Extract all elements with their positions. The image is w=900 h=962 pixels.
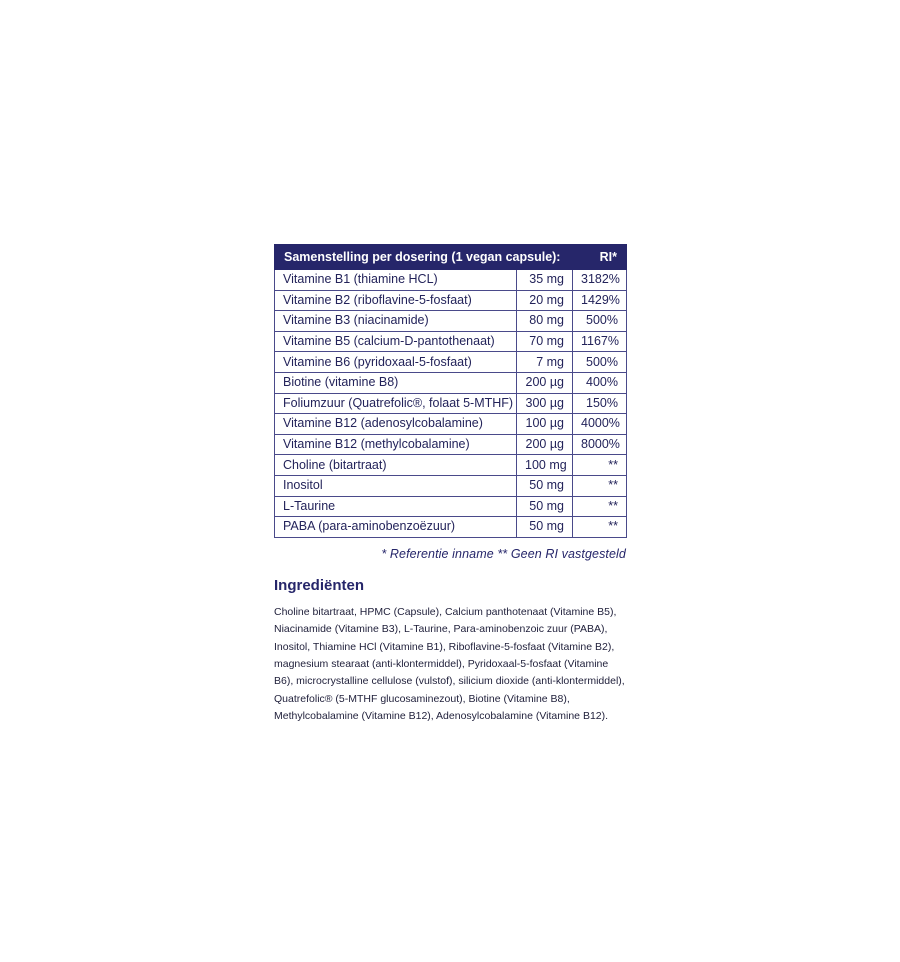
nutrient-amount: 50 mg <box>517 517 573 538</box>
ri-footnote: * Referentie inname ** Geen RI vastgesteld <box>381 546 626 561</box>
nutrient-amount: 100 mg <box>517 455 573 476</box>
nutrient-amount: 35 mg <box>517 270 573 291</box>
nutrient-name: Vitamine B2 (riboflavine-5-fosfaat) <box>275 290 517 311</box>
table-header-title: Samenstelling per dosering (1 vegan capsule): <box>275 245 573 270</box>
nutrient-amount: 7 mg <box>517 352 573 373</box>
nutrition-table <box>274 244 627 538</box>
table-row <box>275 352 627 373</box>
table-row <box>275 414 627 435</box>
nutrient-ri: 1429% <box>573 290 627 311</box>
nutrient-amount: 50 mg <box>517 475 573 496</box>
nutrient-name: PABA (para-aminobenzoëzuur) <box>275 517 517 538</box>
table-header-row <box>275 245 627 270</box>
table-row <box>275 455 627 476</box>
table-row <box>275 270 627 291</box>
table-header-ri: RI* <box>573 245 627 270</box>
nutrient-name: Vitamine B12 (methylcobalamine) <box>275 434 517 455</box>
nutrient-name: Foliumzuur (Quatrefolic®, folaat 5-MTHF) <box>275 393 517 414</box>
nutrient-name: L-Taurine <box>275 496 517 517</box>
nutrient-ri: 500% <box>573 311 627 332</box>
supplement-label-panel <box>274 244 626 726</box>
nutrient-amount: 200 µg <box>517 372 573 393</box>
table-row <box>275 331 627 352</box>
nutrient-name: Biotine (vitamine B8) <box>275 372 517 393</box>
table-row <box>275 372 627 393</box>
ingredients-list: Choline bitartraat, HPMC (Capsule), Calcium panthotenaat (Vitamine B5), Niacinamide (Vitamine B3), L-Taurine, Para-aminobenzoic zuur (PABA), Inositol, Thiamine HCl (Vitamine B1), Riboflavine-5-fosfaat (Vitamine B2), magnesium stearaat (anti-klontermiddel), Pyridoxaal-5-fosfaat (Vitamine B6), microcrystalline cellulose (vulstof), silicium dioxide (anti-klontermiddel), Quatrefolic® (5-MTHF glucosaminezout), Biotine (Vitamine B8), Methylcobalamine (Vitamine B12), Adenosylcobalamine (Vitamine B12). <box>274 605 625 723</box>
nutrient-ri: 3182% <box>573 270 627 291</box>
nutrient-name: Vitamine B1 (thiamine HCL) <box>275 270 517 291</box>
nutrient-amount: 80 mg <box>517 311 573 332</box>
nutrient-ri: ** <box>573 475 627 496</box>
table-row <box>275 290 627 311</box>
nutrient-ri: 400% <box>573 372 627 393</box>
table-row <box>275 496 627 517</box>
nutrient-ri: ** <box>573 517 627 538</box>
nutrient-ri: 4000% <box>573 414 627 435</box>
nutrient-amount: 70 mg <box>517 331 573 352</box>
nutrient-name: Vitamine B3 (niacinamide) <box>275 311 517 332</box>
ingredients-heading: Ingrediënten <box>274 576 365 594</box>
nutrient-ri: ** <box>573 496 627 517</box>
nutrient-ri: 150% <box>573 393 627 414</box>
nutrient-name: Vitamine B5 (calcium-D-pantothenaat) <box>275 331 517 352</box>
nutrient-ri: 500% <box>573 352 627 373</box>
nutrient-amount: 20 mg <box>517 290 573 311</box>
nutrition-table-body <box>275 270 627 538</box>
nutrient-ri: 8000% <box>573 434 627 455</box>
nutrient-amount: 50 mg <box>517 496 573 517</box>
nutrient-name: Inositol <box>275 475 517 496</box>
table-row <box>275 393 627 414</box>
nutrient-name: Vitamine B12 (adenosylcobalamine) <box>275 414 517 435</box>
nutrient-name: Choline (bitartraat) <box>275 455 517 476</box>
nutrient-amount: 300 µg <box>517 393 573 414</box>
nutrient-ri: ** <box>573 455 627 476</box>
nutrient-amount: 100 µg <box>517 414 573 435</box>
nutrient-ri: 1167% <box>573 331 627 352</box>
table-row <box>275 434 627 455</box>
nutrient-name: Vitamine B6 (pyridoxaal-5-fosfaat) <box>275 352 517 373</box>
table-row <box>275 475 627 496</box>
table-row <box>275 311 627 332</box>
table-row <box>275 517 627 538</box>
nutrient-amount: 200 µg <box>517 434 573 455</box>
